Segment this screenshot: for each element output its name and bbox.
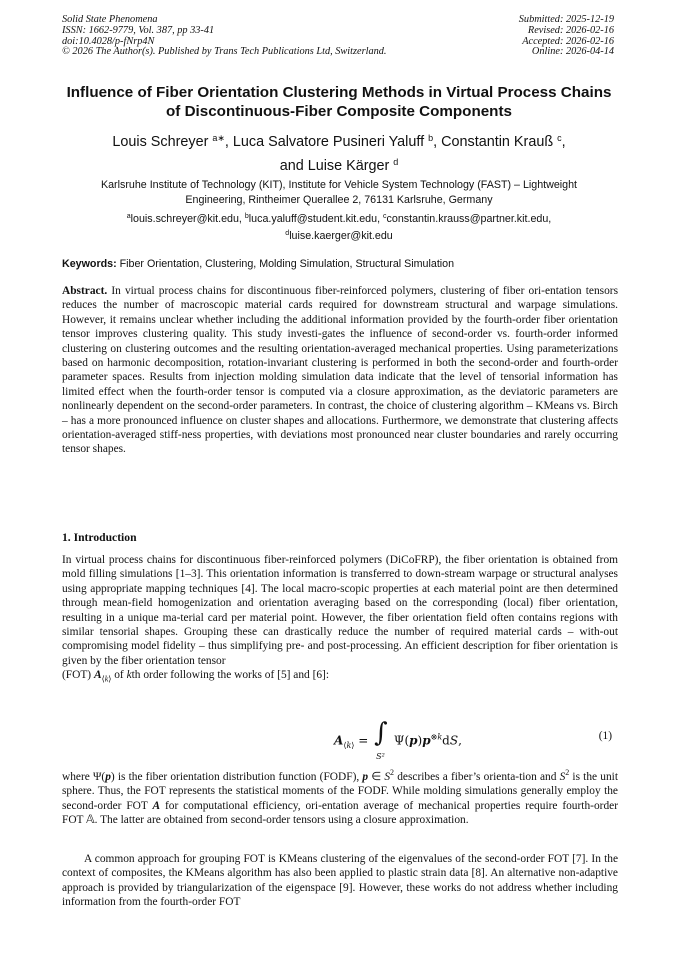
issn-line: ISSN: 1662-9779, Vol. 387, pp 33-41 (62, 24, 215, 36)
accepted-date: Accepted: 2026-02-16 (522, 35, 614, 47)
keywords (62, 257, 618, 271)
intro-paragraph-3: A common approach for grouping FOT is KMeans clustering of the eigenvalues of the second-order FOT [7]. In the context of composites, the KMeans algorithm has also been applied to plastic strain data [8]. An alternative non-adaptive approach is provided by triangularization of the eigenspace [9]. However, these works do not address whether including information from the fourth-order FOT (62, 853, 618, 909)
intro-paragraph-2: where Ψ(p) is the fiber orientation distribution function (FODF), p ∈ $S^2$ describes a fiber’s orienta-tion and $S^2$ is the unit sphere. Thus, the FOT represents the statistical moments of the FODF. While molding simulations generally employ the second-order FOT A for computational efficiency, ori-entation average of mechanical properties require fourth-order FOT 𝔸. The latter are obtained from second-order tensors using a closure approximation. (62, 768, 618, 827)
author: Luca Salvatore Pusineri Yaluff $^b$, (232, 133, 442, 150)
equation-number: (1) (598, 730, 612, 742)
abstract-label: Abstract. (62, 285, 108, 297)
doi-line: doi:10.4028/p-fNrp4N (62, 35, 155, 47)
equation-body: $A_{⟨k⟩}$ = ∫ S² $\Psi(p)p^{\otimes k}dS$, (334, 718, 462, 761)
email[interactable]: $^b$luca.yaluff@student.kit.edu, (244, 213, 384, 225)
author: and Luise Kärger $^d$ (279, 157, 399, 174)
keywords-label: Keywords: (62, 258, 117, 270)
journal-name: Solid State Phenomena (62, 14, 158, 25)
email-list (70, 210, 608, 243)
revised-date: Revised: 2026-02-16 (527, 24, 614, 36)
author-list (60, 128, 618, 176)
keywords-text: Fiber Orientation, Clustering, Molding Simulation, Structural Simulation (119, 258, 455, 270)
submitted-date: Submitted: 2025-12-19 (518, 14, 614, 25)
section-heading: 1. Introduction (62, 531, 137, 544)
email[interactable]: $^c$constantin.krauss@partner.kit.edu, (383, 213, 552, 225)
copyright-line: © 2026 The Author(s). Published by Trans Tech Publications Ltd, Switzerland. (62, 46, 387, 58)
email[interactable]: $^d$luise.kaerger@kit.edu (285, 229, 393, 242)
author: Louis Schreyer $^{a∗}$, (112, 133, 233, 150)
dates-header (519, 15, 614, 58)
online-date: Online: 2026-04-14 (531, 46, 614, 58)
equation-1 (62, 720, 618, 762)
intro-paragraph-1: In virtual process chains for discontinuous fiber-reinforced polymers (DiCoFRP), the fiber orientation is obtained from mold filling simulations [1–3]. This orientation information is transferred to down-stream warpage or structural analyses using appropriate mapping techniques [4]. The local macro-scopic properties at each material point are then determined through mean-field homogenization and orientation averaging based on the corresponding (local) fiber orientation, resulting in a unique ma-terial card per material point. However, the fiber orientation field often contains regions with similar tensorial shapes. Grouping these can drastically reduce the number of required material cards – with-out compromising model fidelity – thus simplifying pre- and post-processing. An efficient description for fiber orientation is given by the fiber orientation tensor (FOT) $A_{⟨k⟩}$ of kth order following the works of [5] and [6]: (62, 554, 618, 684)
abstract (62, 284, 618, 457)
email[interactable]: $^a$louis.schreyer@kit.edu, (126, 213, 245, 225)
journal-header (62, 15, 386, 58)
affiliation: Karlsruhe Institute of Technology (KIT), Institute for Vehicle System Technology (FAST) – Lightweight Engineering, Rintheimer Querallee 2, 76131 Karlsruhe, Germany (100, 179, 578, 206)
paper-title: Influence of Fiber Orientation Clustering Methods in Virtual Process Chains of Discontinuous-Fiber Composite Components (66, 84, 612, 120)
author: Constantin Krauß $^c$, (441, 133, 566, 150)
abstract-text: In virtual process chains for discontinuous fiber-reinforced polymers, clustering of fiber ori-entation tensors reduces the number of macroscopic material cards required for downstream structural and warpage simulations. However, it remains unclear whether including the additional information provided by the fourth-order fiber orientation tensor improves clustering quality. This study investi-gates the influence of second-order vs. fourth-order informed clustering on clustering outcomes and the resulting orientation-averaged mechanical properties. Using parameterizations based on harmonic decomposition, rotation-invariant clustering is performed in both the second-order and fourth-order parameter spaces. Results from injection molding simulation data indicate that the level of tensorial information has limited effect when the fourth-order tensor is computed via a closure approximation, as the deviatoric parameters are nonlinearly dependent on the second-order parameters. In contrast, the choice of clustering algorithm – KMeans vs. Birch – has a more pronounced influence on cluster shapes and allocations. Furthermore, we demonstrate that clustering affects orientation-averaged stiff-ness properties, with deviations most pronounced near cluster boundaries and rarely occurring tensor shapes. (62, 285, 618, 456)
